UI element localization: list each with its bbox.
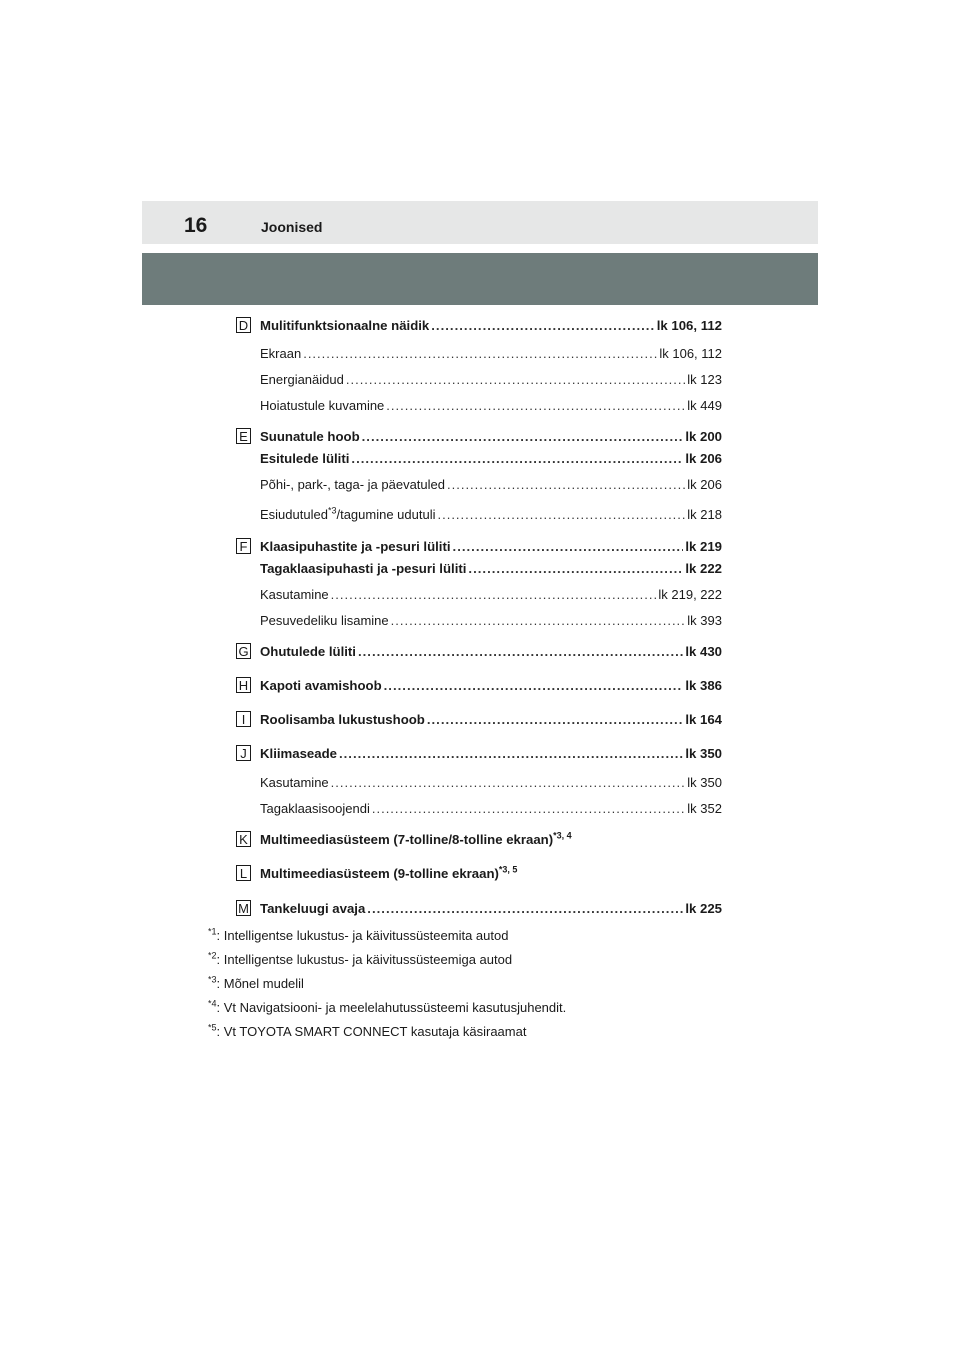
page-reference[interactable]: lk 164 [685, 712, 722, 727]
footnote-mark: *3 [208, 974, 217, 985]
leader-dots [367, 901, 683, 916]
leader-dots [437, 507, 685, 522]
footnote [208, 1024, 526, 1039]
index-entry[interactable] [260, 429, 722, 447]
page-reference[interactable]: lk 386 [685, 678, 722, 693]
callout-marker: F [236, 538, 251, 554]
page-reference[interactable]: lk 200 [685, 429, 722, 444]
index-entry[interactable] [260, 561, 722, 579]
callout-marker: I [236, 711, 251, 727]
index-entry[interactable] [260, 613, 722, 631]
callout-marker: K [236, 831, 251, 847]
leader-dots [372, 801, 685, 816]
entry-label [260, 644, 356, 659]
footnote-text: : Intelligentse lukustus- ja käivitussüsteemita autod [216, 928, 509, 943]
leader-dots [427, 712, 683, 727]
page-reference[interactable]: lk 350 [685, 746, 722, 761]
callout-marker: L [236, 865, 251, 881]
callout-marker: J [236, 745, 251, 761]
entry-label-text: Kasutamine [260, 587, 329, 602]
entry-label [260, 801, 370, 816]
page-reference[interactable]: lk 225 [685, 901, 722, 916]
page-reference[interactable]: lk 218 [687, 507, 722, 522]
entry-label [260, 587, 329, 602]
entry-label-text: Pesuvedeliku lisamine [260, 613, 389, 628]
footnote-text: : Intelligentse lukustus- ja käivitussüsteemiga autod [216, 952, 513, 967]
index-entry[interactable] [260, 372, 722, 390]
entry-label-text: Multimeediasüsteem (9-tolline ekraan) [260, 866, 499, 881]
entry-label [260, 372, 344, 387]
page-reference[interactable]: lk 123 [687, 372, 722, 387]
footnote-mark: *5 [208, 1022, 217, 1033]
leader-dots [303, 346, 657, 361]
entry-label-text: Hoiatustule kuvamine [260, 398, 385, 413]
entry-label-text: Ekraan [260, 346, 302, 361]
index-entry[interactable] [260, 644, 722, 662]
entry-label-text: Tankeluugi avaja [260, 901, 366, 916]
entry-label-text: Esiudutuled [260, 507, 328, 522]
footnote [208, 976, 304, 991]
page-reference[interactable]: lk 350 [687, 775, 722, 790]
index-entry[interactable] [260, 712, 722, 730]
footnote-mark: *2 [208, 950, 217, 961]
callout-marker: H [236, 677, 251, 693]
entry-label [260, 866, 517, 881]
index-entry[interactable] [260, 775, 722, 793]
index-entry[interactable] [260, 901, 722, 919]
entry-label [260, 398, 384, 413]
callout-marker: G [236, 643, 251, 659]
entry-label-text: Suunatule hoob [260, 429, 360, 444]
leader-dots [362, 429, 684, 444]
entry-label [260, 507, 435, 522]
leader-dots [447, 477, 685, 492]
leader-dots [431, 318, 654, 333]
footnote-ref: *3, 5 [498, 864, 518, 875]
page-reference[interactable]: lk 449 [687, 398, 722, 413]
page-header [142, 201, 818, 244]
entry-label [260, 746, 337, 761]
index-entry[interactable] [260, 678, 722, 696]
leader-dots [346, 372, 685, 387]
footnote-mark: *4 [208, 998, 217, 1009]
index-entry[interactable] [260, 587, 722, 605]
entry-label [260, 775, 329, 790]
footnote-text: : Mõnel mudelil [216, 976, 304, 991]
leader-dots [351, 451, 683, 466]
entry-label-text: Kasutamine [260, 775, 329, 790]
leader-dots [391, 613, 686, 628]
leader-dots [331, 587, 657, 602]
entry-label [260, 832, 572, 847]
entry-label [260, 346, 301, 361]
entry-label [260, 477, 445, 492]
leader-dots [468, 561, 683, 576]
index-entry[interactable] [260, 398, 722, 416]
leader-dots [386, 398, 685, 413]
entry-label [260, 451, 349, 466]
index-entry[interactable] [260, 832, 722, 850]
index-entry[interactable] [260, 801, 722, 819]
footnote-text: : Vt Navigatsiooni- ja meelelahutussüsteemi kasutusjuhendit. [216, 1000, 567, 1015]
entry-label-text: Esitulede lüliti [260, 451, 350, 466]
section-title: Joonised [261, 219, 323, 235]
callout-marker: D [236, 317, 251, 333]
page-reference[interactable]: lk 222 [685, 561, 722, 576]
page-number: 16 [184, 214, 208, 237]
page-reference[interactable]: lk 206 [685, 451, 722, 466]
page-reference[interactable]: lk 430 [685, 644, 722, 659]
page-reference[interactable]: lk 352 [687, 801, 722, 816]
footnote [208, 1000, 566, 1015]
footnote [208, 928, 508, 943]
entry-label-text: Tagaklaasisoojendi [260, 801, 370, 816]
entry-label-suffix: /tagumine udutuli [336, 507, 436, 522]
index-entry[interactable] [260, 507, 722, 525]
callout-marker: M [236, 900, 251, 916]
footnote-text: : Vt TOYOTA SMART CONNECT kasutaja käsiraamat [216, 1024, 527, 1039]
entry-label-text: Ohutulede lüliti [260, 644, 356, 659]
leader-dots [331, 775, 686, 790]
index-entry[interactable] [260, 746, 722, 764]
entry-label [260, 539, 451, 554]
illustration-band [142, 253, 818, 305]
entry-label [260, 318, 429, 333]
footnote-ref: *3 [327, 505, 337, 516]
page-reference[interactable]: lk 106, 112 [659, 346, 722, 361]
entry-label-text: Tagaklaasipuhasti ja -pesuri lüliti [260, 561, 467, 576]
index-entry[interactable] [260, 477, 722, 495]
entry-label-text: Kliimaseade [260, 746, 337, 761]
leader-dots [339, 746, 683, 761]
page-reference[interactable]: lk 206 [687, 477, 722, 492]
page-reference[interactable]: lk 219 [685, 539, 722, 554]
footnote-ref: *3, 4 [553, 830, 572, 841]
index-entry[interactable] [260, 346, 722, 364]
leader-dots [358, 644, 683, 659]
entry-label-text: Multimeediasüsteem (7-tolline/8-tolline ekraan) [260, 832, 554, 847]
index-entry[interactable] [260, 451, 722, 469]
entry-label [260, 561, 466, 576]
entry-label-text: Kapoti avamishoob [260, 678, 382, 693]
page-reference[interactable]: lk 106, 112 [656, 318, 722, 333]
footnote [208, 952, 512, 967]
page-reference[interactable]: lk 393 [687, 613, 722, 628]
entry-label [260, 901, 365, 916]
page-reference[interactable]: lk 219, 222 [658, 587, 722, 602]
index-entry[interactable] [260, 318, 722, 336]
entry-label-text: Mulitifunktsionaalne näidik [260, 318, 430, 333]
entry-label-text: Põhi-, park-, taga- ja päevatuled [260, 477, 445, 492]
index-entry[interactable] [260, 539, 722, 557]
entry-label-text: Roolisamba lukustushoob [260, 712, 425, 727]
index-entry[interactable] [260, 866, 722, 884]
entry-label [260, 678, 382, 693]
leader-dots [453, 539, 684, 554]
entry-label [260, 712, 425, 727]
callout-marker: E [236, 428, 251, 444]
entry-label [260, 613, 389, 628]
leader-dots [384, 678, 684, 693]
entry-label-text: Klaasipuhastite ja -pesuri lüliti [260, 539, 451, 554]
entry-label-text: Energianäidud [260, 372, 344, 387]
footnote-mark: *1 [208, 926, 217, 937]
entry-label [260, 429, 360, 444]
